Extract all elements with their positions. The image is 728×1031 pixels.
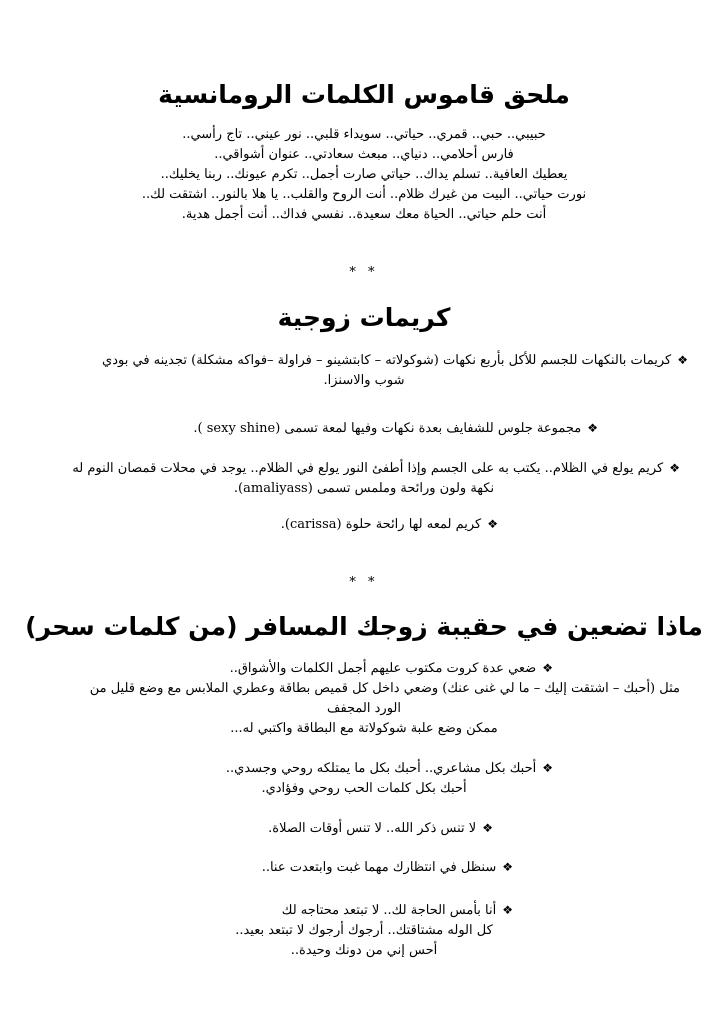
item-text: كريم يولع في الظلام.. يكتب به على الجسم وإذا أطفئ النور يولع في الظلام.. يوجد في محلات قمصان النوم له	[72, 461, 664, 476]
section1-line: أنت حلم حياتي.. الحياة معك سعيدة.. نفسي فداك.. أنت أجمل هدية.	[181, 207, 547, 222]
diamond-bullet-icon: ❖	[482, 821, 493, 835]
list-item	[0, 900, 728, 961]
item-text: أحبك بكل مشاعري.. أحبك بكل ما يمتلكه روحي وجسدي..	[225, 761, 537, 776]
diamond-bullet-icon: ❖	[487, 517, 498, 531]
diamond-bullet-icon: ❖	[587, 421, 598, 435]
diamond-bullet-icon: ❖	[502, 903, 513, 917]
item-text-cont: مثل (أحبك – اشتقت إليك – ما لي غنى عنك) وضعي داخل كل قميص بطاقة وعطري الملابس مع وضع قليل من	[89, 681, 680, 696]
diamond-bullet-icon: ❖	[669, 461, 680, 475]
diamond-bullet-icon: ❖	[542, 661, 553, 675]
item-text-cont: ممكن وضع علبة شوكولاتة مع البطاقة واكتبي له...	[230, 721, 498, 736]
item-text: ضعي عدة كروت مكتوب عليهم أجمل الكلمات والأشواق..	[229, 661, 537, 676]
list-item	[0, 658, 728, 739]
item-text: مجموعة جلوس للشفايف بعدة نكهات وفيها لمعة تسمى (sexy shine ).	[193, 421, 582, 436]
section2-title: كريمات زوجية	[277, 303, 451, 332]
section1-body	[0, 125, 728, 225]
list-item	[0, 350, 728, 391]
item-text: سنظل في انتظارك مهما غبت وابتعدت عنا..	[261, 860, 497, 875]
list-item	[0, 418, 728, 439]
list-item	[0, 458, 728, 499]
diamond-bullet-icon: ❖	[542, 761, 553, 775]
section1-line: نورت حياتي.. البيت من غيرك ظلام.. أنت الروح والقلب.. يا هلا بالنور.. اشتقت لك..	[141, 187, 587, 202]
separator: * *	[349, 265, 379, 280]
list-item	[0, 514, 728, 535]
section1-line: فارس أحلامي.. دنياي.. مبعث سعادتي.. عنوان أشواقي..	[214, 147, 514, 162]
item-text-cont: نكهة ولون ورائحة وملمس تسمى (amaliyass).	[233, 481, 495, 496]
item-text: لا تنس ذكر الله.. لا تنس أوقات الصلاة.	[268, 821, 477, 836]
section1-title: ملحق قاموس الكلمات الرومانسية	[158, 80, 570, 109]
list-item	[0, 857, 728, 878]
diamond-bullet-icon: ❖	[502, 860, 513, 874]
list-item	[0, 758, 728, 799]
section1-line: حبيبي.. حبي.. قمري.. حياتي.. سويداء قلبي.. نور عيني.. تاج رأسي..	[182, 127, 546, 142]
list-item	[0, 818, 728, 839]
item-text-cont: الورد المجفف	[326, 701, 401, 716]
item-text-cont: شوب والاسنزا.	[323, 373, 405, 388]
diamond-bullet-icon: ❖	[677, 353, 688, 367]
item-text: كريمات بالنكهات للجسم للأكل بأربع نكهات (شوكولاته – كابتشينو – فراولة –فواكه مشكلة) تجدينه في بودي	[102, 353, 672, 368]
section1-line: يعطيك العافية.. تسلم يداك.. حياتي صارت أجمل.. تكرم عيونك.. ربنا يخليك..	[160, 167, 568, 182]
section3-title: ماذا تضعين في حقيبة زوجك المسافر (من كلمات سحر)	[25, 612, 703, 641]
item-text-cont: أحبك بكل كلمات الحب روحي وفؤادي.	[261, 781, 467, 796]
item-text-cont: أحس إني من دونك وحيدة..	[290, 943, 438, 958]
item-text: كريم لمعه لها رائحة حلوة (carissa).	[280, 517, 482, 532]
item-text-cont: كل الوله مشتاقتك.. أرجوك أرجوك لا تبتعد بعيد..	[235, 923, 493, 938]
separator: * *	[349, 575, 379, 590]
item-text: أنا بأمس الحاجة لك.. لا تبتعد محتاجه لك	[281, 903, 497, 918]
